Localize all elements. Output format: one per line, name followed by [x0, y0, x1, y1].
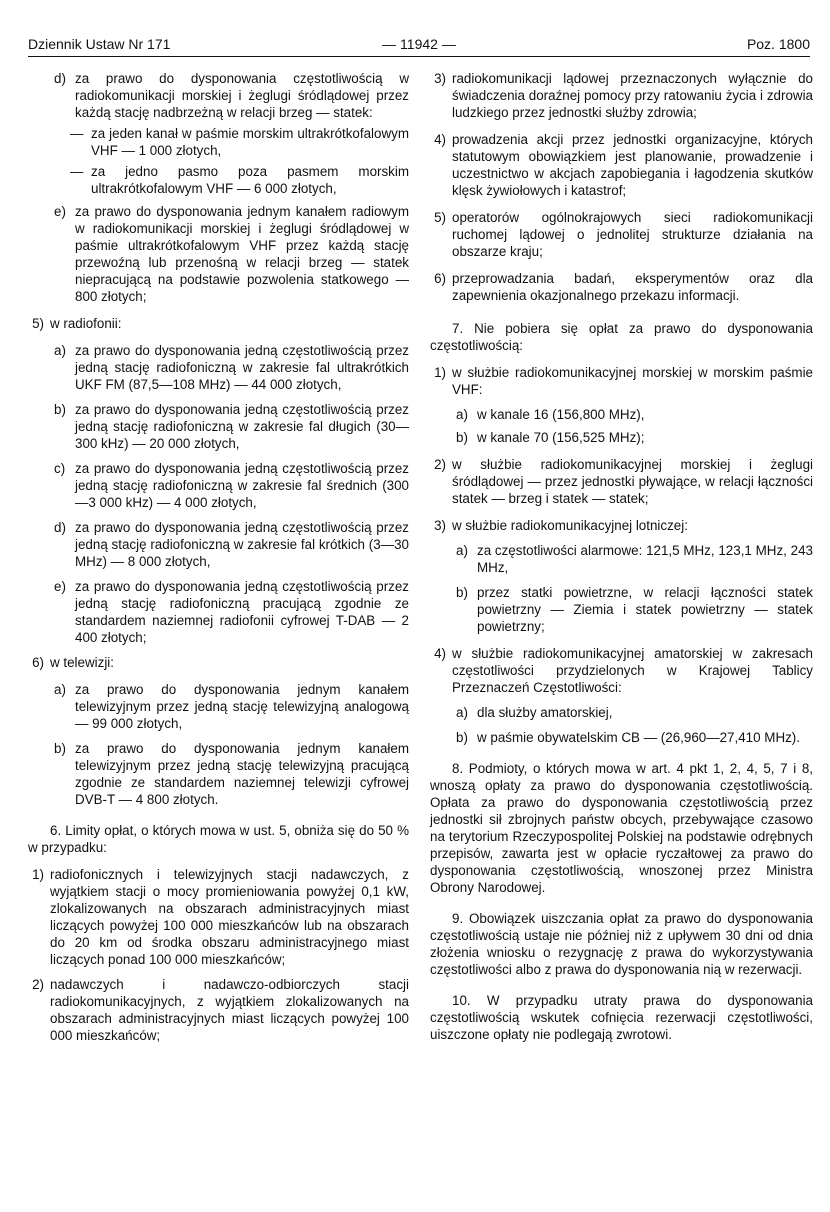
item-6-3: 3) radiokomunikacji lądowej przeznaczonych wyłącznie do świadczenia doraźnej pomocy przy ratowaniu życia i zdrowia ludzkiego przez jednostki służby zdrowia;	[434, 71, 813, 120]
item-5d: d) za prawo do dysponowania jedną częstotliwością przez jedną stację radiofoniczną w zakresie fal krótkich (3—30 MHz) — 8 000 złotych,	[54, 520, 409, 569]
item-5a: a) za prawo do dysponowania jedną częstotliwością przez jedną stację radiofoniczną w zakresie fal ultrakrótkich UKF FM (87,5—108 MHz) — 44 000 złotych,	[54, 343, 409, 392]
paragraph-7: 7. Nie pobiera się opłat za prawo do dysponowania częstotliwością:	[430, 321, 813, 353]
item-6-4: 4) prowadzenia akcji przez jednostki organizacyjne, których statutowym obowiązkiem jest planowanie, prowadzenie i uczestnictwo w akcjach zapobiegania i łagodzenia skutków klęsk żywiołowych i katastrof;	[434, 132, 813, 198]
item-5: 5) w radiofonii:	[32, 316, 122, 331]
item-4d-dash-2: — za jedno pasmo poza pasmem morskim ultrakrótkofalowym VHF — 6 000 złotych,	[70, 164, 409, 196]
item-5e: e) za prawo do dysponowania jedną częstotliwością przez jedną stację radiofoniczną pracującą zgodnie ze standardem naziemnej radiofonii cyfrowej T-DAB — 2 400 złotych;	[54, 579, 409, 645]
item-6b: b) za prawo do dysponowania jednym kanałem telewizyjnym przez jedną stację telewizyjną pracującą zgodnie ze standardem naziemnej telewizji cyfrowej DVB-T — 4 800 złotych.	[54, 741, 409, 807]
paragraph-10: 10. W przypadku utraty prawa do dysponowania częstotliwością wskutek cofnięcia rezerwacji częstotliwości, uiszczone opłaty nie podlegają zwrotowi.	[430, 993, 813, 1042]
item-4e: e) za prawo do dysponowania jednym kanałem radiowym w radiokomunikacji morskiej i żeglugi śródlądowej w paśmie ultrakrótkofalowym VHF przez każdą stację przewoźną lub przenośną w relacji brzeg — statek niepracującą na podstawie pozwolenia statkowego — 800 złotych;	[54, 204, 409, 304]
item-7-4a: a) dla służby amatorskiej,	[456, 705, 613, 720]
item-7-1a: a) w kanale 16 (156,800 MHz),	[456, 407, 645, 422]
item-7-2: 2) w służbie radiokomunikacyjnej morskiej i żeglugi śródlądowej — przez jednostki pływające, w relacji łączności statek — brzeg i statek — statek;	[434, 457, 813, 506]
item-4d-dash-1: — za jeden kanał w paśmie morskim ultrakrótkofalowym VHF — 1 000 złotych,	[70, 126, 409, 158]
item-6a: a) za prawo do dysponowania jednym kanałem telewizyjnym przez jedną stację telewizyjną analogową — 99 000 złotych,	[54, 682, 409, 731]
item-6: 6) w telewizji:	[32, 655, 114, 670]
item-5c: c) za prawo do dysponowania jedną częstotliwością przez jedną stację radiofoniczną w zakresie fal średnich (300—3 000 kHz) — 4 000 złotych,	[54, 461, 409, 510]
paragraph-8: 8. Podmioty, o których mowa w art. 4 pkt 1, 2, 4, 5, 7 i 8, wnoszą opłaty za prawo do dysponowania częstotliwością. Opłata za prawo do dysponowania częstotliwością przez jednostki sił zbrojnych państw obcych, przebywające czasowo na terytorium Rzeczypospolitej Polskiej na podstawie odrębnych przepisów, zawarta jest w opłacie ryczałtowej za prawo do dysponowania częstotliwością, wnoszonej przez Ministra Obrony Narodowej.	[430, 761, 813, 895]
item-7-3a: a) za częstotliwości alarmowe: 121,5 MHz, 123,1 MHz, 243 MHz,	[456, 543, 813, 575]
position-number: Poz. 1800	[746, 36, 810, 52]
item-7-1b: b) w kanale 70 (156,525 MHz);	[456, 430, 645, 445]
page-header	[28, 36, 810, 57]
paragraph-6: 6. Limity opłat, o których mowa w ust. 5, obniża się do 50 % w przypadku:	[28, 823, 409, 855]
paragraph-9: 9. Obowiązek uiszczania opłat za prawo do dysponowania częstotliwością ustaje nie później niż z upływem 30 dni od dnia złożenia wniosku o rezygnację z prawa do wykorzystywania częstotliwości albo z prawa do dysponowania nią w rezerwacji.	[430, 911, 813, 977]
item-7-3: 3) w służbie radiokomunikacyjnej lotniczej:	[434, 518, 688, 533]
item-7-4b: b) w paśmie obywatelskim CB — (26,960—27,410 MHz).	[456, 730, 800, 745]
item-6-6: 6) przeprowadzania badań, eksperymentów oraz dla zapewnienia okazjonalnego przekazu informacji.	[434, 271, 813, 303]
item-6-2: 2) nadawczych i nadawczo-odbiorczych stacji radiokomunikacyjnych, z wyjątkiem zlokalizowanych na obszarach administracyjnych miast liczących powyżej 100 000 mieszkańców;	[32, 977, 409, 1043]
journal-title: Dziennik Ustaw Nr 171	[28, 36, 171, 52]
item-4d: d) za prawo do dysponowania częstotliwością w radiokomunikacji morskiej i żeglugi śródlądowej przez każdą stację nadbrzeżną w relacji brzeg — statek:	[54, 71, 409, 120]
right-column	[430, 70, 813, 1043]
item-7-3b: b) przez statki powietrzne, w relacji łączności statek powietrzny — Ziemia i statek powietrzny — statek powietrzny;	[456, 585, 813, 634]
item-6-1: 1) radiofonicznych i telewizyjnych stacji nadawczych, z wyjątkiem stacji o mocy promieniowania powyżej 0,1 kW, zlokalizowanych na obszarach administracyjnych miast liczących powyżej 100 000 mieszkańców lub na obszarach do 20 km od środka obszaru administracyjnego miast liczących ponad 100 000 mieszkańców;	[32, 867, 409, 967]
item-7-4: 4) w służbie radiokomunikacyjnej amatorskiej w zakresach częstotliwości przydzielonych w Krajowej Tablicy Przeznaczeń Częstotliwości:	[434, 646, 813, 695]
left-column	[28, 70, 409, 1044]
item-7-1: 1) w służbie radiokomunikacyjnej morskiej w morskim paśmie VHF:	[434, 365, 813, 397]
item-6-5: 5) operatorów ogólnokrajowych sieci radiokomunikacji ruchomej lądowej o jednolitej strukturze działania na obszarze kraju;	[434, 210, 813, 259]
item-5b: b) za prawo do dysponowania jedną częstotliwością przez jedną stację radiofoniczną w zakresie fal długich (30—300 kHz) — 20 000 złotych,	[54, 402, 409, 451]
page-number: — 11942 —	[382, 36, 456, 52]
